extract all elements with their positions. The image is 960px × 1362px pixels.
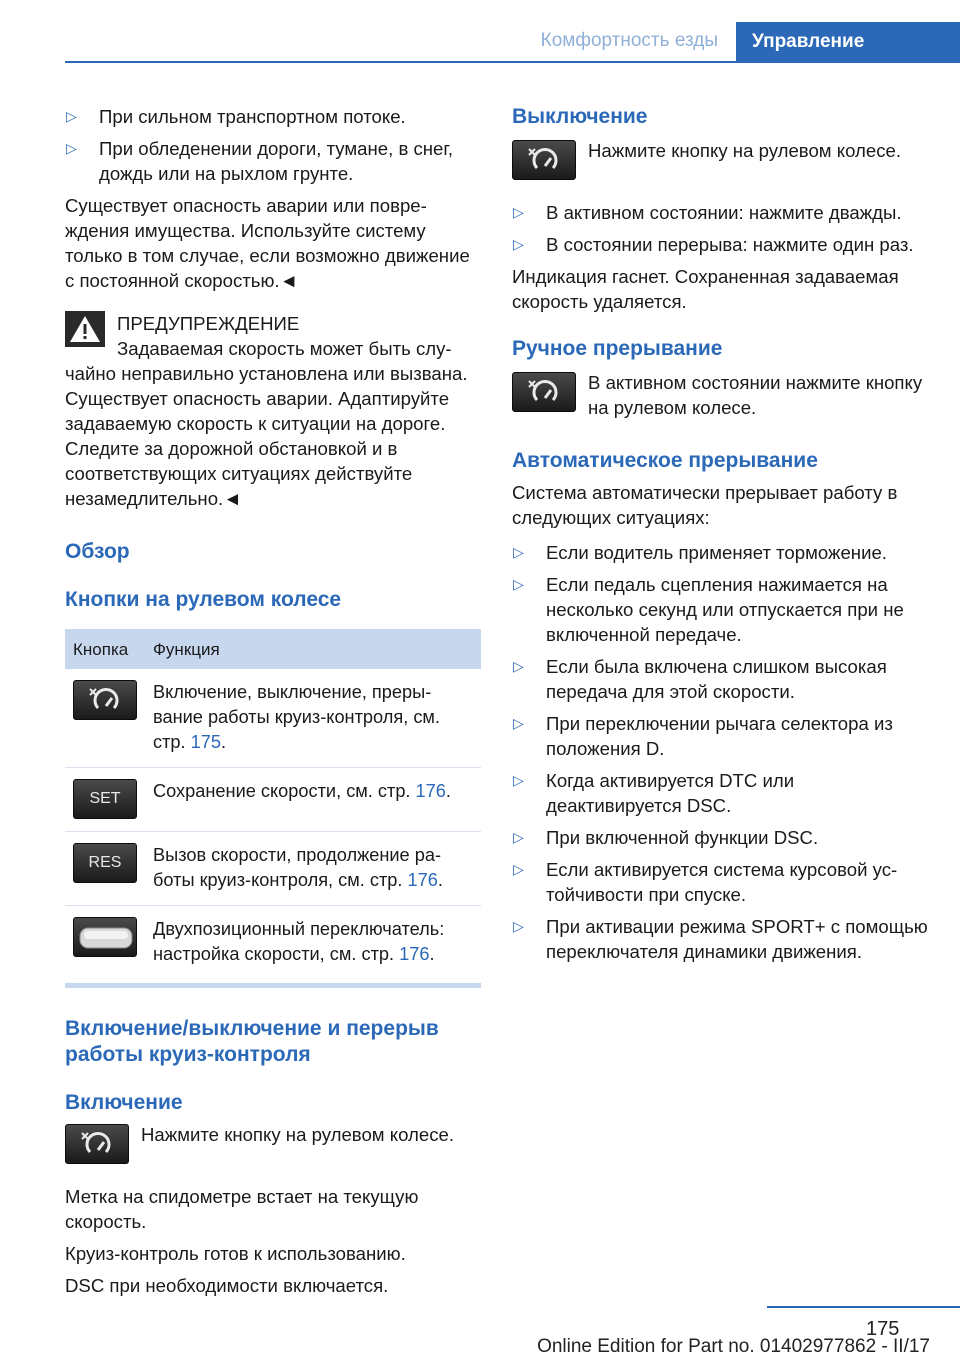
heading-onoff: Включение/выключение и перерыв работы круиз-контроля <box>65 1017 439 1066</box>
table-cell-text: Включение, выключение, прерывание работы круиз-контроля, см. стр. <box>153 682 440 752</box>
bullet-item: ▷ Когда активируется DTC или деактивируется DSC. <box>512 768 930 818</box>
table-cell-text: Сохранение скорости, см. стр. <box>153 781 416 801</box>
bullet-item: ▷ Если педаль сцепления нажимается на несколько секунд или отпускается при не включенной передаче. <box>512 572 930 647</box>
table-row: SET Сохранение скорости, см. стр. 176. <box>65 768 481 832</box>
bullet-item: ▷ При переключении рычага селектора из положения D. <box>512 711 930 761</box>
bullet-item: ▷ В активном состоянии: нажмите дважды. <box>512 200 930 225</box>
bullet-item: ▷ Если была включена слишком высокая передача для этой скорости. <box>512 654 930 704</box>
warning-triangle-icon <box>65 311 105 347</box>
bullet-item: ▷ При включенной функции DSC. <box>512 825 930 850</box>
table-header-row <box>65 629 481 669</box>
cruise-control-icon <box>66 1125 130 1165</box>
table-row: Включение, выключение, прерывание работы круиз-контроля, см. стр. 175. <box>65 669 481 768</box>
bullet-item: ▷ Если активируется система курсовой устойчивости при спуске. <box>512 857 930 907</box>
header-section-title: Комфортность езды <box>540 30 718 51</box>
cruise-control-icon <box>74 681 138 721</box>
table-cell-text: Двухпозиционный переключатель: настройка скорости, см. стр. <box>153 919 445 964</box>
cruise-button-image <box>73 680 137 720</box>
heading-off: Выключение <box>512 105 648 128</box>
bullet-item: ▷ В состоянии перерыва: нажмите один раз. <box>512 232 930 257</box>
on-instruction <box>65 1122 481 1164</box>
manual-instruction <box>512 370 930 420</box>
bullet-item: ▷ При сильном транспортном потоке. <box>65 104 481 129</box>
page-link[interactable]: 176 <box>415 781 446 801</box>
table-row: Двухпозиционный переключатель: настройка скорости, см. стр. 176. <box>65 906 481 980</box>
cruise-button-image <box>512 372 576 412</box>
page-number: 175 <box>866 1318 900 1340</box>
cruise-button-image <box>65 1124 129 1164</box>
right-column <box>512 104 930 971</box>
paragraph: Круиз-контроль готов к использованию. <box>65 1243 406 1264</box>
edition-label: Online Edition for Part no. 01402977862 - II/17 <box>537 1336 930 1357</box>
warning-block <box>65 311 481 511</box>
footer-rule <box>767 1306 960 1308</box>
res-button-image: RES <box>73 843 137 883</box>
cruise-control-icon <box>513 141 577 181</box>
header-rule <box>65 61 960 63</box>
off-instruction <box>512 138 930 180</box>
paragraph: Система автоматически прерывает работу в следующих ситуациях: <box>512 482 898 528</box>
page-link[interactable]: 176 <box>407 870 438 890</box>
set-button-image: SET <box>73 779 137 819</box>
paragraph: Индикация гаснет. Сохраненная задаваемая скорость удаляется. <box>512 266 899 312</box>
table-cell-text: Вызов скорости, продолжение работы круиз-контроля, см. стр. <box>153 845 442 890</box>
header-chapter-tab: Управление <box>736 22 960 63</box>
paragraph: Существует опасность аварии или повреждения имущества. Используйте систему только в том случае, если возможно движение с постоянной скоростью.◄ <box>65 195 470 291</box>
cruise-control-icon <box>513 373 577 413</box>
paragraph: Метка на спидометре встает на текущую скорость. <box>65 1186 419 1232</box>
page-link[interactable]: 175 <box>190 732 222 752</box>
heading-on: Включение <box>65 1091 183 1114</box>
table-bottom-rule <box>65 983 481 988</box>
buttons-table <box>65 629 481 979</box>
warning-text: Задаваемая скорость может быть случайно неправильно установлена или вызвана. Существует опасность аварии. Адаптируйте задаваемую скорость к ситуации на дороге. Следите за дорожной обстановкой и в соответствующих ситуациях действуйте незамедлительно.◄ <box>65 338 468 509</box>
page-link[interactable]: 176 <box>399 944 430 964</box>
heading-steering-buttons: Кнопки на рулевом колесе <box>65 588 342 611</box>
heading-manual-interrupt: Ручное прерывание <box>512 337 723 360</box>
warning-title: ПРЕДУПРЕЖДЕНИЕ <box>117 313 300 334</box>
left-column <box>65 104 481 1305</box>
rocker-switch-icon <box>74 918 138 958</box>
paragraph: DSC при необходимости включается. <box>65 1275 389 1296</box>
table-row: RES Вызов скорости, продолжение работы круиз-контроля, см. стр. 176. <box>65 832 481 906</box>
heading-auto-interrupt: Автоматическое прерывание <box>512 449 818 472</box>
cruise-button-image <box>512 140 576 180</box>
bullet-item: ▷ При активации режима SPORT+ с помощью переключателя динамики движения. <box>512 914 930 964</box>
off-instruction-text: Нажмите кнопку на рулевом колесе. <box>588 140 902 161</box>
bullet-item: ▷ Если водитель применяет торможение. <box>512 540 930 565</box>
table-header-function: Функция <box>153 639 220 659</box>
heading-overview: Обзор <box>65 540 130 563</box>
on-instruction-text: Нажмите кнопку на рулевом колесе. <box>141 1124 455 1145</box>
manual-instruction-text: В активном состоянии нажмите кнопку на рулевом колесе. <box>588 372 923 418</box>
bullet-item: ▷ При обледенении дороги, тумане, в снег, дождь или на рыхлом грунте. <box>65 136 481 186</box>
rocker-switch-image <box>73 917 137 957</box>
table-header-button: Кнопка <box>73 639 129 659</box>
